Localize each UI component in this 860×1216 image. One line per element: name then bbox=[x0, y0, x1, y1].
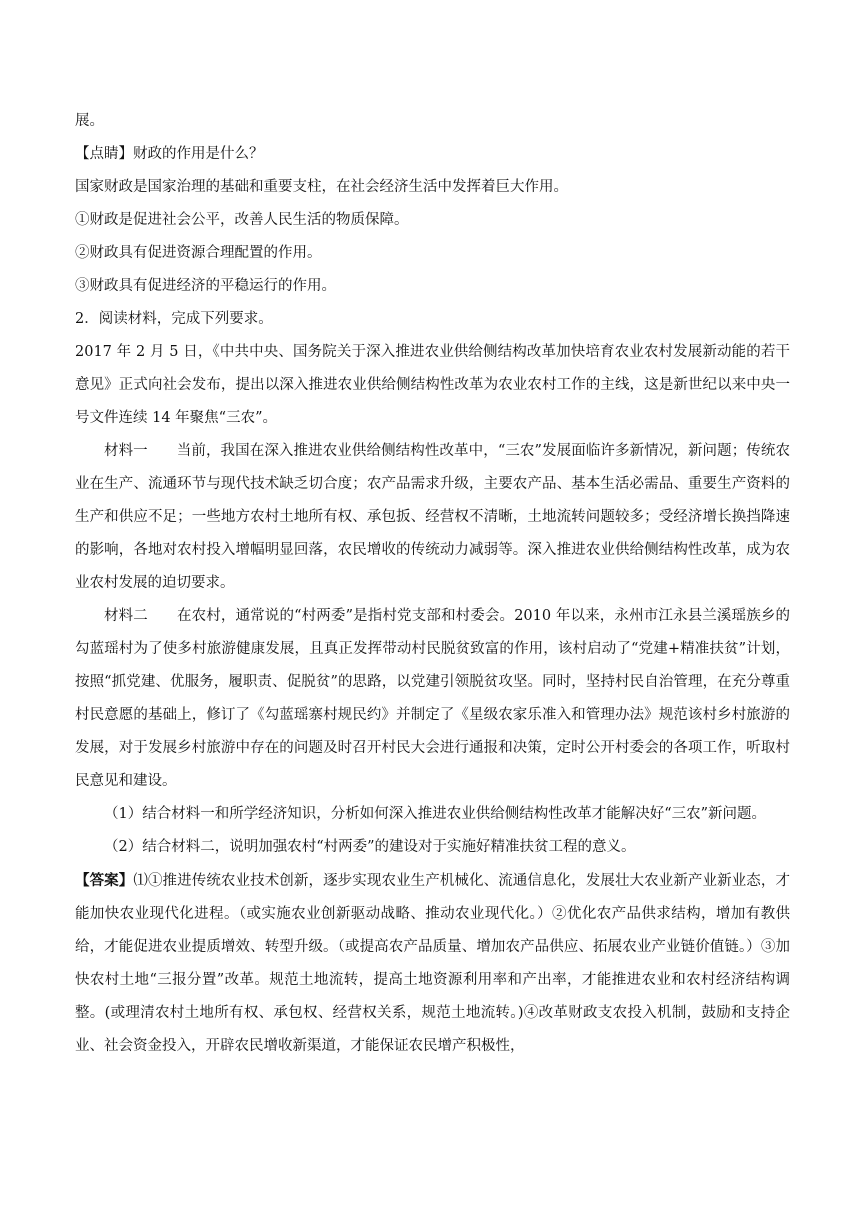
top-fragment: 展。 bbox=[75, 113, 104, 129]
finance-point-3: ③财政具有促进经济的平稳运行的作用。 bbox=[75, 278, 336, 294]
finance-point-1: ①财政是促进社会公平，改善人民生活的物质保障。 bbox=[75, 212, 409, 228]
sub-question-2: （2）结合材料二，说明加强农村“村两委”的建设对于实施好精准扶贫工程的意义。 bbox=[104, 839, 636, 855]
material-2-label: 材料二 bbox=[104, 608, 148, 624]
material-1-label: 材料一 bbox=[104, 443, 148, 459]
tip-question: 财政的作用是什么？ bbox=[133, 146, 264, 162]
material-2-text: 在农村，通常说的“村两委”是指村党支部和村委会。2010 年以来，永州市江永县兰溪瑶族乡的勾蓝瑶村为了使多村旅游健康发展，且真正发挥带动村民脱贫致富的作用，该村启动了“党建+精准扶贫”计划，按照“抓党建、优服务，履职责、促脱贫”的思路，以党建引领脱贫攻坚。同时，坚持村民自治管理，在充分尊重村民意愿的基础上，修订了《勾蓝瑶寨村规民约》并制定了《星级农家乐准入和管理办法》规范该村乡村旅游的发展，对于发展乡村旅游中存在的问题及时召开村民大会进行通报和决策，定时公开村委会的各项工作，听取村民意见和建设。 bbox=[75, 608, 790, 789]
tip-line bbox=[75, 138, 790, 171]
question-2-heading: 2．阅读材料，完成下列要求。 bbox=[75, 311, 273, 327]
tip-label: 【点睛】 bbox=[75, 146, 133, 162]
finance-intro: 国家财政是国家治理的基础和重要支柱，在社会经济生活中发挥着巨大作用。 bbox=[75, 179, 568, 195]
material-1-text: 当前，我国在深入推进农业供给侧结构性改革中，“三农”发展面临许多新情况，新问题；传统农业在生产、流通环节与现代技术缺乏切合度；农产品需求升级，主要农产品、基本生活必需品、重要生产资料的生产和供应不足；一些地方农村土地所有权、承包扳、经营权不清晰，土地流转问题较多；受经济增长换挡降速的影响，各地对农村投入增幅明显回落，农民增收的传统动力减弱等。深入推进农业供给侧结构性改革，成为农业农村发展的迫切要求。 bbox=[75, 443, 790, 591]
finance-point-2: ②财政具有促进资源合理配置的作用。 bbox=[75, 245, 322, 261]
answer-text: ⑴①推进传统农业技术创新，逐步实现农业生产机械化、流通信息化，发展壮大农业新产业新业态，才能加快农业现代化进程。（或实施农业创新驱动战略、推动农业现代化。）②优化农产品供求结构，增加有教供给，才能促进农业提质增效、转型升级。（或提高农产品质量、增加农产品供应、拓展农业产业链价值链。）③加快农村土地“三报分置”改革。规范土地流转，提高土地资源利用率和产出率，才能推进农业和农村经济结构调整。(或理清农村土地所有权、承包权、经营权关系，规范土地流转。)④改革财政支农投入机制，鼓励和支持企业、社会资金投入，开辟农民增收新渠道，才能保证农民增产积极性， bbox=[75, 873, 790, 1054]
sub-question-1: （1）结合材料一和所学经济知识，分析如何深入推进农业供给侧结构性改革才能解决好“三农”新问题。 bbox=[104, 806, 767, 822]
question-2-intro: 2017 年 2 月 5 日，《中共中央、国务院关于深入推进农业供给侧结构改革加快培育农业农村发展新动能的若干意见》正式向社会发布，提出以深入推进农业供给侧结构性改革为农业农村工作的主线，这是新世纪以来中央一号文件连续 14 年聚焦“三农”。 bbox=[75, 344, 790, 426]
answer-block bbox=[75, 864, 790, 1063]
material-1 bbox=[75, 435, 790, 600]
answer-label: 【答案】 bbox=[75, 872, 134, 889]
document-page bbox=[75, 105, 790, 1063]
material-2 bbox=[75, 600, 790, 798]
